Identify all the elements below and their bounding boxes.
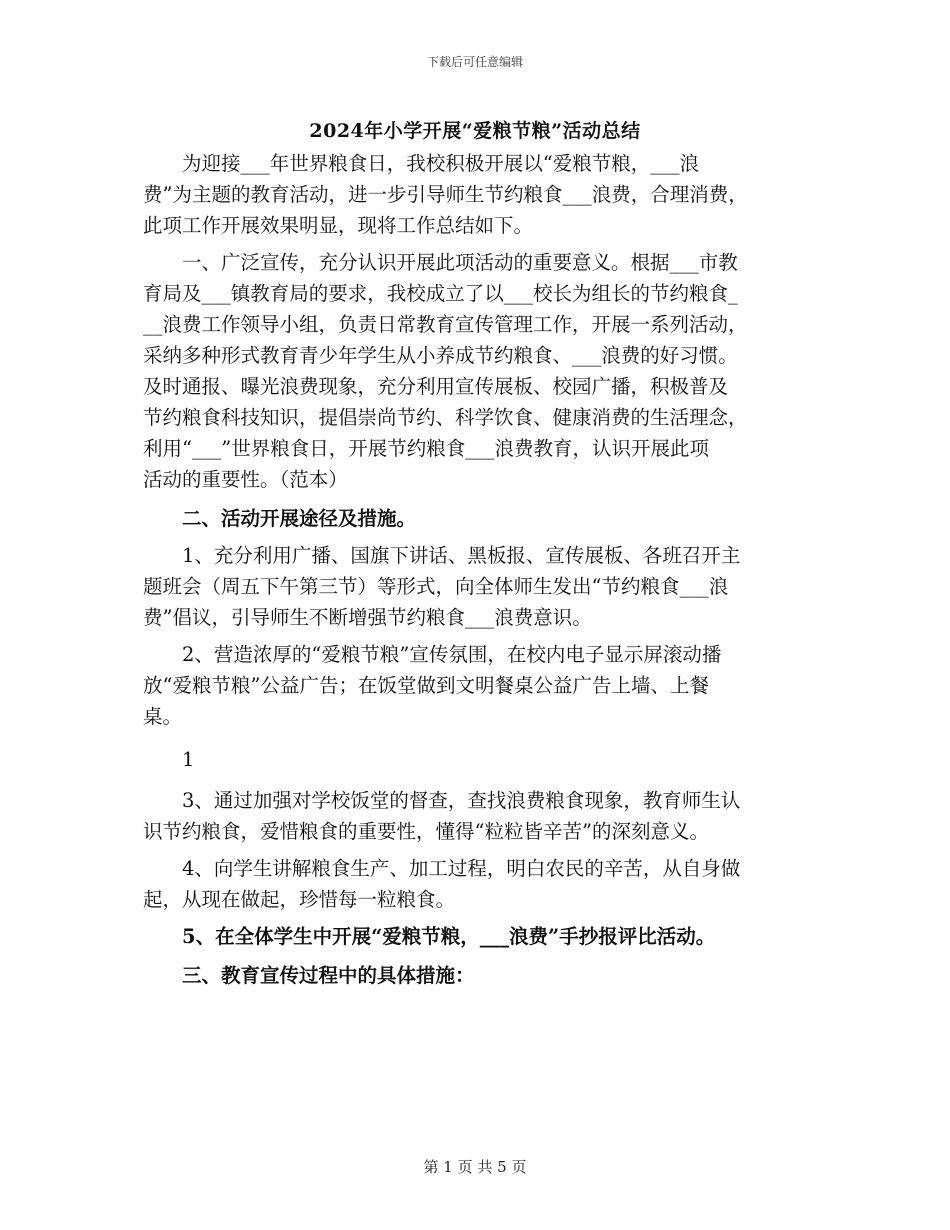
item3-paragraph	[143, 785, 815, 847]
inline-page-number	[143, 744, 815, 775]
section1-paragraph	[143, 247, 815, 495]
header-note: 下载后可任意编辑	[426, 55, 523, 69]
heading-text: 二、活动开展途径及措施。	[182, 507, 417, 530]
heading-text: 三、教育宣传过程中的具体措施：	[182, 964, 475, 987]
document-body	[143, 148, 815, 997]
text-line: 育局及___镇教育局的要求，我校成立了以___校长为组长的节约粮食_	[143, 282, 738, 305]
text-line: 费”为主题的教育活动，进一步引导师生节约粮食___浪费，合理消费，	[143, 183, 748, 206]
text-line: 桌。	[143, 705, 183, 728]
intro-paragraph	[143, 148, 815, 241]
text-line: 1、充分利用广播、国旗下讲话、黑板报、宣传展板、各班召开主	[182, 544, 741, 567]
text-line: 及时通报、曝光浪费现象，充分利用宣传展板、校园广播，积极普及	[143, 375, 729, 398]
text-line: 起，从现在做起，珍惜每一粒粮食。	[143, 888, 456, 911]
document-title: 2024年小学开展“爱粮节粮”活动总结	[309, 120, 641, 142]
item2-paragraph	[143, 639, 815, 732]
text-line: 3、通过加强对学校饭堂的督查，查找浪费粮食现象，教育师生认	[182, 789, 741, 812]
page-number-text: 1	[182, 748, 195, 771]
page-footer: 第 1 页 共 5 页	[423, 1158, 527, 1176]
text-line: 题班会（周五下午第三节）等形式，向全体师生发出“节约粮食___浪	[143, 575, 729, 598]
text-line: 此项工作开展效果明显，现将工作总结如下。	[143, 214, 534, 237]
text-line: 费”倡议，引导师生不断增强节约粮食___浪费意识。	[143, 606, 592, 629]
text-line: 采纳多种形式教育青少年学生从小养成节约粮食、___浪费的好习惯。	[143, 344, 738, 367]
item4-paragraph	[143, 853, 815, 915]
item1-paragraph	[143, 540, 815, 633]
section2-heading	[143, 503, 815, 534]
text-line: 节约粮食科技知识，提倡崇尚节约、科学饮食、健康消费的生活理念，	[143, 406, 748, 429]
text-line: 4、向学生讲解粮食生产、加工过程，明白农民的辛苦，从自身做	[182, 857, 741, 880]
text-line: 2、营造浓厚的“爱粮节粮”宣传氛围，在校内电子显示屏滚动播	[182, 643, 722, 666]
item5-paragraph	[143, 921, 815, 952]
text-line: 一、广泛宣传，充分认识开展此项活动的重要意义。根据___市教	[182, 251, 738, 274]
text-line: 放“爱粮节粮”公益广告；在饭堂做到文明餐桌公益广告上墙、上餐	[143, 674, 709, 697]
text-line: 5、在全体学生中开展“爱粮节粮，___浪费”手抄报评比活动。	[182, 925, 716, 948]
section3-heading	[143, 960, 815, 991]
text-line: 为迎接___年世界粮食日，我校积极开展以“爱粮节粮，___浪	[182, 152, 699, 175]
text-line: 利用“___”世界粮食日，开展节约粮食___浪费教育，认识开展此项	[143, 437, 709, 460]
text-line: 活动的重要性。（范本）	[143, 468, 348, 491]
text-line: __浪费工作领导小组，负责日常教育宣传管理工作，开展一系列活动，	[143, 313, 748, 336]
text-line: 识节约粮食，爱惜粮食的重要性，懂得“粒粒皆辛苦”的深刻意义。	[143, 820, 709, 843]
